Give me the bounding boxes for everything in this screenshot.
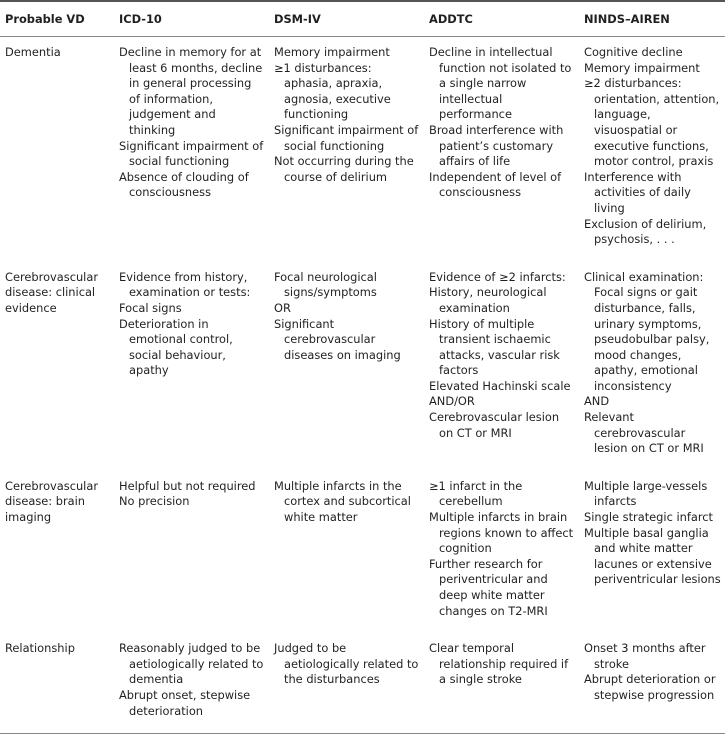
criteria-cell <box>424 37 579 262</box>
criterion-item: Cerebrovascular lesion on CT or MRI <box>429 410 560 440</box>
criterion-item: Evidence from history, examination or tests: <box>119 269 251 300</box>
criterion-item: History of multiple transient ischaemic attacks, vascular risk factors <box>429 316 560 378</box>
table-row <box>0 37 725 262</box>
criterion-item: Helpful but not required <box>119 478 256 493</box>
criterion-item: Onset 3 months after stroke <box>584 641 706 671</box>
criterion-item: Multiple basal ganglia and white matter lacunes or extensive periventricular lesions <box>584 525 721 587</box>
column-header: NINDS–AIREN <box>584 11 670 26</box>
criterion-item: Decline in intellectual function not isolated to a single narrow intellectual performance <box>429 45 572 122</box>
column-header: ADDTC <box>429 11 473 26</box>
criterion-item: Significant impairment of social functioning <box>119 138 264 169</box>
table-row <box>0 471 725 633</box>
criterion-item: Abrupt onset, stepwise deterioration <box>119 687 251 718</box>
criterion-item: Interference with activities of daily living <box>584 169 691 215</box>
criterion-item: Exclusion of delirium, psychosis, . . . <box>584 216 707 247</box>
criteria-cell <box>579 262 725 471</box>
criterion-item: Broad interference with patient’s customary affairs of life <box>429 122 564 169</box>
criterion-item: Cognitive decline <box>584 45 683 59</box>
criterion-item: Independent of level of consciousness <box>429 169 562 200</box>
criterion-item: Single strategic infarct <box>584 510 713 525</box>
criterion-item: ≥1 disturbances: aphasia, apraxia, agnosia, executive functioning <box>274 60 391 122</box>
column-header: DSM-IV <box>274 11 321 26</box>
column-header: Probable VD <box>5 11 85 26</box>
row-label: Cerebrovascular disease: clinical evidence <box>5 269 98 315</box>
criterion-item: Relevant cerebrovascular lesion on CT or MRI <box>584 410 704 456</box>
criteria-cell <box>424 633 579 733</box>
table-row <box>0 633 725 733</box>
column-header: ICD-10 <box>119 11 162 26</box>
criterion-item: AND <box>584 394 610 409</box>
criterion-item: Decline in memory for at least 6 months, decline in general processing of information, judgement and thinking <box>119 45 263 137</box>
criteria-cell <box>114 471 269 633</box>
criterion-item: ≥1 infarct in the cerebellum <box>429 478 523 509</box>
header-row <box>0 1 725 37</box>
table-row <box>0 262 725 471</box>
criterion-item: ≥2 disturbances: orientation, attention, language, visuospatial or executive functions, motor control, praxis <box>584 76 720 169</box>
criterion-item: Absence of clouding of consciousness <box>119 169 249 200</box>
criterion-item: OR <box>274 300 291 315</box>
criterion-item: Evidence of ≥2 infarcts: <box>429 269 566 284</box>
criterion-item: Multiple infarcts in brain regions known to affect cognition <box>429 510 574 556</box>
criterion-item: Memory impairment <box>274 45 390 59</box>
criterion-item: Clear temporal relationship required if a single stroke <box>429 641 569 687</box>
criterion-item: No precision <box>119 494 190 509</box>
criterion-item: Elevated Hachinski scale <box>429 378 571 393</box>
criterion-item: Multiple large-vessels infarcts <box>584 478 708 509</box>
criterion-item: Deterioration in emotional control, social behaviour, apathy <box>119 316 233 378</box>
criteria-cell <box>114 262 269 471</box>
criterion-item: History, neurological examination <box>429 285 547 315</box>
criterion-item: Focal neurological signs/symptoms <box>274 269 377 300</box>
criteria-cell <box>269 471 424 633</box>
criteria-cell <box>579 37 725 262</box>
criteria-cell <box>114 37 269 262</box>
criterion-item: Significant impairment of social functioning <box>274 122 419 153</box>
criterion-item: AND/OR <box>429 394 475 409</box>
criterion-item: Reasonably judged to be aetiologically related to dementia <box>119 641 264 687</box>
criteria-cell <box>579 471 725 633</box>
row-label: Cerebrovascular disease: brain imaging <box>5 478 98 525</box>
criterion-item: Further research for periventricular and deep white matter changes on T2-MRI <box>429 556 548 618</box>
criteria-cell <box>269 37 424 262</box>
criteria-cell <box>424 262 579 471</box>
criterion-item: Clinical examination: Focal signs or gait disturbance, falls, urinary symptoms, pseudobulbar palsy, mood changes, apathy, emotional inconsistency <box>584 269 710 393</box>
row-label: Dementia <box>5 45 61 59</box>
row-label: Relationship <box>5 641 75 656</box>
criterion-item: Memory impairment <box>584 60 700 75</box>
criteria-cell <box>114 633 269 733</box>
criterion-item: Multiple infarcts in the cortex and subcortical white matter <box>274 478 411 525</box>
criterion-item: Significant cerebrovascular diseases on imaging <box>274 316 401 362</box>
criterion-item: Not occurring during the course of delirium <box>274 154 414 184</box>
criteria-cell <box>269 633 424 733</box>
criteria-cell <box>424 471 579 633</box>
criterion-item: Focal signs <box>119 300 182 315</box>
criterion-item: Judged to be aetiologically related to the disturbances <box>274 641 419 687</box>
criterion-item: Abrupt deterioration or stepwise progression <box>584 672 716 702</box>
criteria-cell <box>269 262 424 471</box>
criteria-cell <box>579 633 725 733</box>
